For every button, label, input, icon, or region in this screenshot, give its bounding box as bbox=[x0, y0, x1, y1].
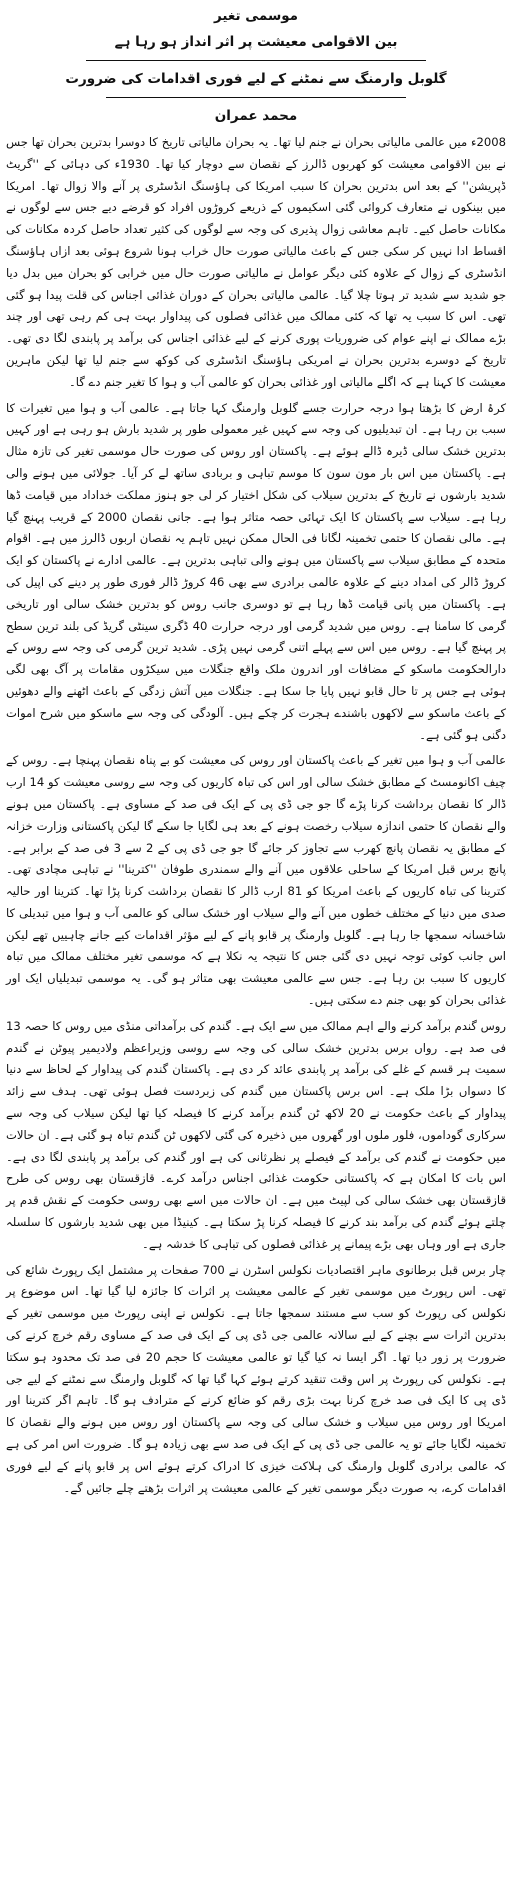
article-paragraph-1: 2008ء میں عالمی مالیاتی بحران نے جنم لیا تھا۔ یہ بحران مالیاتی تاریخ کا دوسرا بدترین بحران تھا جس نے بین الاقوامی معیشت کو کھربوں ڈالرز کے نقصان سے دوچار کیا تھا۔ 1930ء کی دہائی کے ''گریٹ ڈپریشن'' کے بعد اس بدترین بحران کا سبب امریکا کی ہاؤسنگ انڈسٹری پر آنے والا زوال تھا۔ امریکا میں بینکوں نے متعارف کروائی گئی اسکیموں کے ذریعے کروڑوں افراد کو قرضے دیے جس سے لوگوں نے مکانات حاصل کیے۔ تاہم معاشی زوال پذیری کی وجہ سے لوگوں کی کثیر تعداد حاصل کردہ مکانات کی اقساط ادا نہیں کر سکی جس کے باعث مالیاتی صورت حال خراب ہونا شروع ہوئی بعد ازاں ہاؤسنگ انڈسٹری کے زوال کے علاوہ کئی دیگر عوامل نے مالیاتی صورت حال میں خرابی کو بحران میں بدل دیا جو شدید سے شدید تر ہوتا چلا گیا۔ عالمی مالیاتی بحران کے دوران غذائی اجناس کی قلت پیدا ہو گئی تھی۔ اس کا سبب یہ تھا کہ کئی ممالک میں غذائی فصلوں کی پیداوار بہت ہی کم رہی تھی اور چند بڑے ممالک نے اپنے عوام کی ضروریات پوری کرنے کے لیے غذائی اجناس کی برآمد پر پابندی لگا دی تھی۔ تاریخ کے دوسرے بدترین بحران نے امریکی ہاؤسنگ انڈسٹری کی کوکھ سے جنم لیا تھا لیکن ماہرین معیشت کا کہنا ہے کہ اگلے مالیاتی اور غذائی بحران کو عالمی آب و ہوا کا تغیر جنم دے گا۔ bbox=[6, 135, 506, 389]
article-paragraph-2: کرۂ ارض کا بڑھتا ہوا درجہ حرارت جسے گلوبل وارمنگ کہا جاتا ہے۔ عالمی آب و ہوا میں تغیرات کا سبب بن رہا ہے۔ ان تبدیلیوں کی وجہ سے کہیں غیر معمولی طور پر شدید بارش ہو رہی ہے اور کہیں بدترین خشک سالی ڈیرہ ڈالے ہوئے ہے۔ پاکستان اور روس کی صورت حال موسمی تغیر کی تازہ مثال ہے۔ پاکستان میں اس بار مون سون کا موسم تباہی و بربادی ساتھ لے کر آیا۔ جولائی میں ہونے والی شدید بارشوں نے تاریخ کے بدترین سیلاب کی شکل اختیار کر لی جو ہنوز مملکت خداداد میں قیامت ڈھا رہا ہے۔ سیلاب سے پاکستان کا ایک تہائی حصہ متاثر ہوا ہے۔ جانی نقصان 2000 کے قریب پہنچ گیا ہے۔ مالی نقصان کا حتمی تخمینہ لگانا فی الحال ممکن نہیں تاہم یہ نقصان اربوں ڈالرز میں ہے۔ اقوام متحدہ کے مطابق سیلاب سے پاکستان میں ہونے والی تباہی بدترین ہے۔ عالمی ادارے نے پاکستان کو ایک کروڑ ڈالر کی امداد دینے کے علاوہ عالمی برادری سے بھی 46 کروڑ ڈالر فوری طور پر دینے کی اپیل کی ہے۔ پاکستان میں پانی قیامت ڈھا رہا ہے تو دوسری جانب روس کو بدترین خشک سالی اور تاریخی گرمی کا سامنا ہے۔ روس میں شدید گرمی اور درجہ حرارت 40 ڈگری سینٹی گریڈ کی بلند ترین سطح پر پہنچ گیا ہے۔ روس میں اس سے پہلے اتنی گرمی نہیں پڑی۔ شدید ترین گرمی کی وجہ سے روس کے دارالحکومت ماسکو کے مضافات اور اندرون ملک واقع جنگلات میں سیکڑوں مقامات پر آگ بھی لگی ہوئی ہے جس پر تا حال قابو نہیں پایا جا سکا ہے۔ جنگلات میں آتش زدگی کے باعث اٹھنے والے دھوئیں کے باعث ماسکو سے لاکھوں باشندے ہجرت کر چکے ہیں۔ آلودگی کی وجہ سے ماسکو میں شرح اموات دگنی ہو گئی ہے۔ bbox=[6, 400, 506, 742]
headline-line-1: بین الاقوامی معیشت پر اثر انداز ہو رہا ہے bbox=[114, 34, 398, 50]
article-paragraph-3: عالمی آب و ہوا میں تغیر کے باعث پاکستان اور روس کی معیشت کو بے پناہ نقصان پہنچا ہے۔ روس کے چیف اکانومسٹ کے مطابق خشک سالی اور اس کی تباہ کاریوں کی وجہ سے روسی معیشت کو 14 ارب ڈالر کا نقصان برداشت کرنا پڑے گا جو جی ڈی پی کے ایک فی صد کے مساوی ہے۔ پاکستان میں ہونے والے نقصان کا حتمی اندازہ سیلاب رخصت ہونے کے بعد ہی لگایا جا سکے گا لیکن پاکستانی وزارت خزانہ کے مطابق یہ نقصان پانچ کھرب سے تجاوز کر جائے گا جو جی ڈی پی کے 2 سے 3 فی صد کے برابر ہے۔ پانچ برس قبل امریکا کے ساحلی علاقوں میں آنے والے سمندری طوفان ''کترینا'' نے تباہی مچادی تھی۔ کترینا کی تباہ کاریوں کے باعث امریکا کو 81 ارب ڈالر کا نقصان برداشت کرنا پڑا تھا۔ کترینا اور حالیہ صدی میں دنیا کے مختلف خطوں میں آنے والے سیلاب اور خشک سالی کو عالمی آب و ہوا میں تبدیلی کا شاخسانہ سمجھا جا رہا ہے۔ گلوبل وارمنگ پر قابو پانے کے لیے مؤثر اقدامات کیے جانے چاہییں تھے لیکن اس جانب کوئی توجہ نہیں دی گئی جس کا نتیجہ یہ نکلا ہے کہ موسمی تغیر مختلف ممالک میں تباہ کاریوں کا سبب بن رہا ہے۔ جس سے عالمی معیشت بھی متاثر ہو گی۔ یہ موسمی تبدیلیاں ایک اور غذائی بحران کو بھی جنم دے سکتی ہیں۔ bbox=[6, 753, 507, 1008]
header-divider bbox=[86, 60, 426, 61]
author-byline: محمد عمران bbox=[214, 108, 298, 124]
article-paragraph-4: روس گندم برآمد کرنے والے اہم ممالک میں سے ایک ہے۔ گندم کی برآمداتی منڈی میں روس کا حصہ 13 فی صد ہے۔ رواں برس بدترین خشک سالی کی وجہ سے روسی وزیراعظم ولادیمیر پیوٹن نے گندم سمیت ہر قسم کے غلے کی برآمد پر پابندی عائد کر دی ہے۔ پاکستان گندم کی پیداوار کے لحاظ سے دنیا کا دسواں بڑا ملک ہے۔ اس برس پاکستان میں گندم کی زبردست فصل ہوئی تھی۔ ہدف سے زائد پیداوار کے باعث حکومت نے 20 لاکھ ٹن گندم برآمد کرنے کا فیصلہ کیا تھا لیکن سیلاب کی وجہ سے سرکاری گوداموں، فلور ملوں اور گھروں میں ذخیرہ کی گئی لاکھوں ٹن گندم تباہ ہو گئی ہے۔ ان حالات میں حکومت نے گندم کی برآمد کے فیصلے پر نظرثانی کی ہے اور گندم کی برآمد پر پابندی لگا دی ہے۔ اس بات کا امکان ہے کہ پاکستانی حکومت غذائی اجناس درآمد کرے۔ قازقستان بھی روس کی طرح قازقستان بھی خشک سالی کی لپیٹ میں ہے۔ ان حالات میں اسے بھی روسی حکومت کے نقش قدم پر چلتے ہوئے گندم کی برآمد بند کرنے کا فیصلہ کرنا پڑ سکتا ہے۔ کینیڈا میں بھی شدید بارشوں کا سلسلہ جاری ہے اور وہاں بھی بڑے پیمانے پر غذائی فصلوں کی تباہی کا خدشہ ہے۔ bbox=[6, 1018, 506, 1251]
article-header bbox=[6, 6, 506, 98]
article-kicker: موسمی تغیر bbox=[213, 8, 299, 24]
article-body bbox=[6, 132, 506, 1499]
headline-line-2: گلوبل وارمنگ سے نمٹنے کے لیے فوری اقدامات کی ضرورت bbox=[65, 71, 447, 87]
article-paragraph-5: چار برس قبل برطانوی ماہر اقتصادیات نکولس اسٹرن نے 700 صفحات پر مشتمل ایک رپورٹ شائع کی تھی۔ اس رپورٹ میں موسمی تغیر کے عالمی معیشت پر اثرات کا جائزہ لیا گیا تھا۔ اس موضوع پر نکولس کی رپورٹ کو سب سے مستند سمجھا جاتا ہے۔ نکولس نے اپنی رپورٹ میں موسمی تغیر کے بدترین اثرات سے بچنے کے لیے سالانہ عالمی جی ڈی پی کے ایک فی صد کے مساوی رقم خرچ کرنے کی ضرورت پر زور دیا تھا۔ اگر ایسا نہ کیا گیا تو عالمی معیشت کا حجم 20 فی صد تک محدود ہو سکتا ہے۔ نکولس کی رپورٹ پر اس وقت تنقید کرتے ہوئے کہا گیا تھا کہ گلوبل وارمنگ سے نمٹنے کے لیے جی ڈی پی کا ایک فی صد خرچ کرنا بہت بڑی رقم کو ضائع کرنے کے مترادف ہو گا۔ تاہم اگر کترینا اور امریکا اور روس میں سیلاب و خشک سالی کی وجہ سے پاکستان اور روس میں ہونے والے نقصان کا تخمینہ لگایا جائے تو یہ عالمی جی ڈی پی کے ایک فی صد سے بھی زیادہ ہو گا۔ ضرورت اس امر کی ہے کہ عالمی برادری گلوبل وارمنگ کی ہلاکت خیزی کا ادراک کرتے ہوئے اس پر قابو پانے کے لیے فوری اقدامات کرے، بہ صورت دیگر موسمی تغیر کے عالمی معیشت پر اثرات بڑھتے چلے جائیں گے۔ bbox=[6, 1262, 507, 1495]
byline-divider bbox=[106, 97, 406, 98]
